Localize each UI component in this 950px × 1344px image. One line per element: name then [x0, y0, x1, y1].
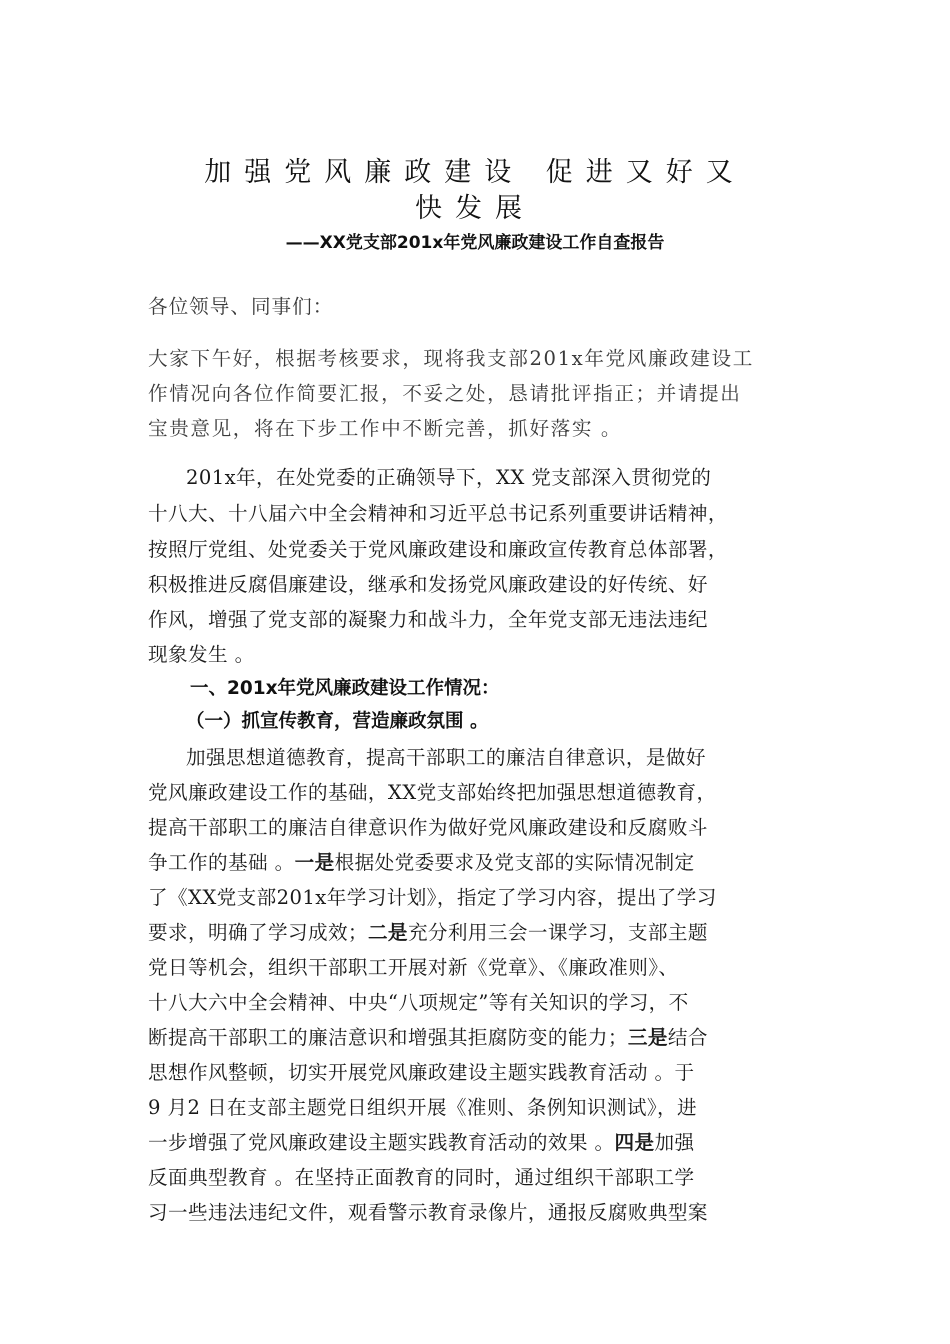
detail-line	[148, 1028, 708, 1048]
detail-text: 十八大六中全会精神、中央“八项规定”等有关知识的学习，不	[148, 991, 689, 1014]
summary-line: 十八大、十八届六中全会精神和习近平总书记系列重要讲话精神，	[148, 502, 728, 525]
detail-text: 党风廉政建设工作的基础，XX党支部始终把加强思想道德教育，	[148, 781, 717, 804]
greeting: 各位领导、同事们：	[148, 295, 334, 318]
emphasis-text: 四是	[614, 1131, 655, 1154]
detail-line	[148, 923, 708, 943]
summary-line: 201x年，在处党委的正确领导下，XX 党支部深入贯彻党的	[186, 466, 712, 489]
detail-line	[148, 1168, 694, 1188]
summary-line: 现象发生 。	[148, 643, 255, 666]
summary-line: 按照厅党组、处党委关于党风廉政建设和廉政宣传教育总体部署，	[148, 538, 728, 561]
detail-text: 要求，明确了学习成效；	[148, 921, 368, 944]
detail-text: 反面典型教育 。在坚持正面教育的同时，通过组织干部职工学	[148, 1166, 695, 1189]
detail-text: 断提高干部职工的廉洁意识和增强其拒腐防变的能力；	[148, 1026, 628, 1049]
intro-line: 宝贵意见，将在下步工作中不断完善，抓好落实 。	[148, 417, 623, 440]
intro-line: 大家下午好，根据考核要求，现将我支部201x年党风廉政建设工	[148, 347, 754, 370]
summary-line: 积极推进反腐倡廉建设，继承和发扬党风廉政建设的好传统、好	[148, 573, 708, 596]
detail-text: 争工作的基础 。	[148, 851, 295, 874]
detail-text: 思想作风整顿，切实开展党风廉政建设主题实践教育活动 。于	[148, 1061, 695, 1084]
detail-line	[148, 853, 694, 873]
emphasis-text: 一是	[294, 851, 335, 874]
detail-text: 一步增强了党风廉政建设主题实践教育活动的效果 。	[148, 1131, 615, 1154]
document-title-line-1: 加强党风廉政建设 促进又好又	[204, 157, 746, 188]
emphasis-text: 三是	[627, 1026, 668, 1049]
subsection-heading: （一）抓宣传教育，营造廉政氛围 。	[186, 711, 489, 732]
detail-line	[148, 783, 717, 803]
detail-text: 提高干部职工的廉洁自律意识作为做好党风廉政建设和反腐败斗	[148, 816, 708, 839]
detail-line	[148, 1098, 697, 1118]
document-subtitle: ——XX党支部201x年党风廉政建设工作自查报告	[285, 233, 665, 253]
detail-text: 充分利用三会一课学习，支部主题	[407, 921, 708, 944]
detail-line	[148, 1133, 694, 1153]
detail-text: 9 月2 日在支部主题党日组织开展《准则、条例知识测试》，进	[148, 1096, 698, 1119]
detail-line	[148, 888, 717, 908]
emphasis-text: 二是	[367, 921, 408, 944]
detail-line	[148, 1203, 708, 1223]
detail-text: 习一些违法违纪文件，观看警示教育录像片，通报反腐败典型案	[148, 1201, 708, 1224]
detail-text: 党日等机会，组织干部职工开展对新《党章》、《廉政准则》、	[148, 956, 679, 979]
document-title-line-2: 快发展	[415, 193, 535, 224]
intro-line: 作情况向各位作简要汇报，不妥之处，恳请批评指正；并请提出	[148, 382, 742, 405]
detail-text: 加强	[654, 1131, 695, 1154]
detail-line	[186, 748, 706, 768]
summary-line: 作风，增强了党支部的凝聚力和战斗力，全年党支部无违法违纪	[148, 608, 708, 631]
detail-line	[148, 1063, 694, 1083]
detail-text: 了《XX党支部201x年学习计划》，指定了学习内容，提出了学习	[148, 886, 717, 909]
section-heading: 一、201x年党风廉政建设工作情况：	[190, 678, 500, 699]
detail-line	[148, 993, 689, 1013]
detail-text: 加强思想道德教育，提高干部职工的廉洁自律意识，是做好	[186, 746, 706, 769]
detail-line	[148, 818, 708, 838]
detail-text: 根据处党委要求及党支部的实际情况制定	[334, 851, 695, 874]
detail-text: 结合	[667, 1026, 708, 1049]
detail-line	[148, 958, 678, 978]
